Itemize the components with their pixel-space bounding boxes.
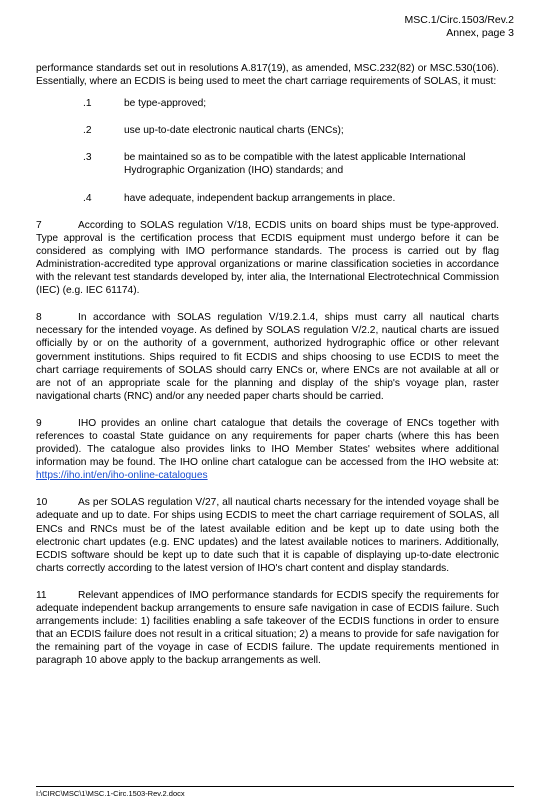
footer-divider — [36, 786, 514, 787]
list-item-text: be maintained so as to be compatible with the latest applicable International Hydrographic Organization (IHO) standards; and — [124, 152, 466, 177]
paragraph-number: 11 — [36, 589, 47, 601]
requirements-list — [36, 97, 499, 204]
iho-catalogue-link[interactable]: https://iho.int/en/iho-online-catalogues — [36, 470, 208, 482]
list-item — [36, 124, 499, 137]
page-header — [404, 14, 514, 40]
page-reference: Annex, page 3 — [446, 27, 514, 39]
paragraph-10 — [36, 496, 499, 575]
list-item-text: use up-to-date electronic nautical charts (ENCs); — [124, 125, 344, 137]
paragraph-text: In accordance with SOLAS regulation V/19.2.1.4, ships must carry all nautical charts necessary for the intended voyage. As defined by SOLAS regulation V/2.2, nautical charts are issued officially by or on the authority of a government, authorized hydrographic office or other relevant government institutions. Ships required to fit ECDIS and ships choosing to use ECDIS to meet the chart carriage requirements of SOLAS should carry ENCs or, where ENCs are not available at all or are not of an appropriate scale for the planning and display of the ship's voyage plan, raster navigational charts (RNC) and/or any needed paper charts should be carried. — [36, 312, 499, 402]
list-item — [36, 151, 499, 177]
list-item-number: .4 — [83, 192, 92, 204]
list-item-number: .3 — [83, 152, 92, 164]
paragraph-11 — [36, 589, 499, 668]
paragraph-8 — [36, 311, 499, 403]
paragraph-number: 10 — [36, 497, 48, 509]
document-body — [36, 62, 499, 667]
list-item-number: .1 — [83, 98, 92, 110]
list-item — [36, 97, 499, 110]
paragraph-number: 8 — [36, 312, 42, 324]
paragraph-text: IHO provides an online chart catalogue that details the coverage of ENCs together with references to coastal State guidance on any requirements for paper charts (where this has been provided). The catalogue also provides links to IHO Member States' websites where additional information may be found. The IHO online chart catalogue can be accessed from the IHO website at: — [36, 417, 499, 469]
footer-file-path: I:\CIRC\MSC\1\MSC.1-Circ.1503-Rev.2.docx — [36, 789, 185, 798]
list-item-text: be type-approved; — [124, 98, 207, 110]
paragraph-text: According to SOLAS regulation V/18, ECDIS units on board ships must be type-approved. Type approval is the certification process that ECDIS equipment must undergo before it can be considered as complying with IMO performance standards. The process is carried out by flag Administration-accredited type approval organizations or marine classification societies in accordance with the relevant test standards developed by, inter alia, the International Electrotechnical Commission (IEC) (e.g. IEC 61174). — [36, 219, 499, 297]
paragraph-9 — [36, 417, 499, 482]
paragraph-text: As per SOLAS regulation V/27, all nautical charts necessary for the intended voyage shall be adequate and up to date. For ships using ECDIS to meet the chart carriage requirement of SOLAS, all ENCs and RNCs must be of the latest available edition and be kept up to date using both the electronic chart updates (e.g. ENC updates) and the latest available notices to mariners. Additionally, ECDIS software should be kept up to date such that it is capable of displaying up-to-date electronic charts correctly according to the latest version of IHO's chart content and display standards. — [36, 497, 499, 574]
paragraph-number: 7 — [36, 219, 42, 231]
document-reference: MSC.1/Circ.1503/Rev.2 — [404, 14, 514, 26]
list-item-number: .2 — [83, 125, 92, 137]
paragraph-number: 9 — [36, 417, 42, 429]
paragraph-text: Relevant appendices of IMO performance standards for ECDIS specify the requirements for adequate independent backup arrangements to ensure safe navigation in case of ECDIS failure. Such arrangements include: 1) facilities enabling a safe takeover of the ECDIS functions in order to ensure that an ECDIS failure does not result in a critical situation; 2) a means to provide for safe navigation for the remaining part of the voyage in case of ECDIS failure. The update requirements mentioned in paragraph 10 above apply to the backup arrangements as well. — [36, 589, 499, 667]
list-item — [36, 192, 499, 205]
paragraph-7 — [36, 219, 499, 298]
intro-paragraph: performance standards set out in resolutions A.817(19), as amended, MSC.232(82) or MSC.530(106). Essentially, where an ECDIS is being used to meet the chart carriage requirements of SOLAS, it must: — [36, 63, 499, 88]
list-item-text: have adequate, independent backup arrangements in place. — [124, 192, 396, 204]
